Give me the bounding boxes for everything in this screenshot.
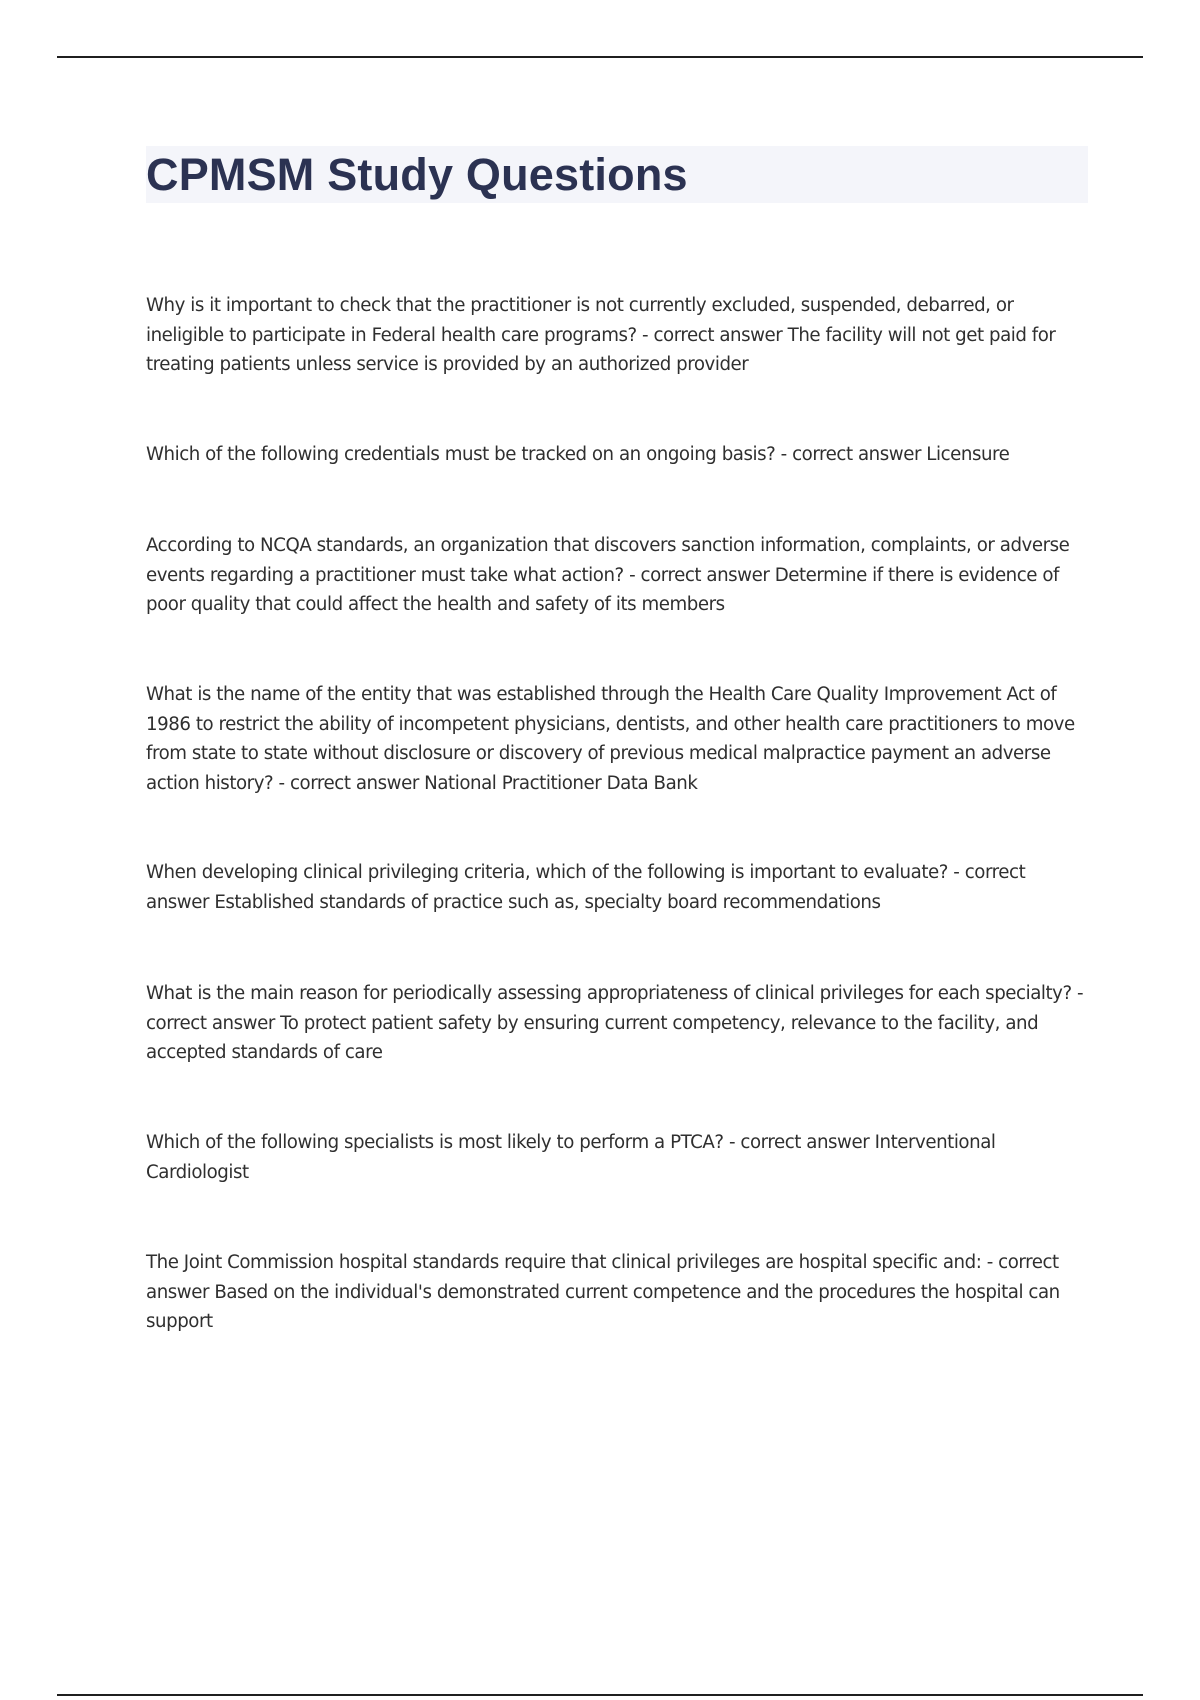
question-answer-item: What is the name of the entity that was established through the Health Care Quality Improvement Act of 1986 to restrict the ability of incompetent physicians, dentists, and other health care practitioners to move from state to state without disclosure or discovery of previous medical malpractice payment an adverse action history? - correct answer National Practitioner Data Bank: [146, 684, 1075, 794]
footer-rule: [57, 1694, 1143, 1696]
question-answer-item: When developing clinical privileging criteria, which of the following is important to evaluate? - correct answer Established standards of practice such as, specialty board recommendations: [146, 862, 1026, 913]
question-answer-item: Which of the following credentials must be tracked on an ongoing basis? - correct answer Licensure: [146, 444, 1010, 465]
question-answer-item: The Joint Commission hospital standards require that clinical privileges are hospital specific and: - correct answer Based on the individual's demonstrated current competence and the procedures the hospital can support: [146, 1252, 1060, 1333]
question-answer-item: What is the main reason for periodically assessing appropriateness of clinical privileges for each specialty? - correct answer To protect patient safety by ensuring current competency, relevance to the facility, and accepted standards of care: [146, 983, 1084, 1064]
question-answer-item: Why is it important to check that the practitioner is not currently excluded, suspended, debarred, or ineligible to participate in Federal health care programs? - correct answer The facility will not get paid for treating patients unless service is provided by an authorized provider: [146, 295, 1056, 376]
question-answer-item: According to NCQA standards, an organization that discovers sanction information, complaints, or adverse events regarding a practitioner must take what action? - correct answer Determine if there is evidence of poor quality that could affect the health and safety of its members: [146, 535, 1070, 616]
question-answer-item: Which of the following specialists is most likely to perform a PTCA? - correct answer Interventional Cardiologist: [146, 1132, 996, 1183]
page-title: CPMSM Study Questions: [146, 149, 688, 200]
header-rule: [57, 56, 1143, 58]
